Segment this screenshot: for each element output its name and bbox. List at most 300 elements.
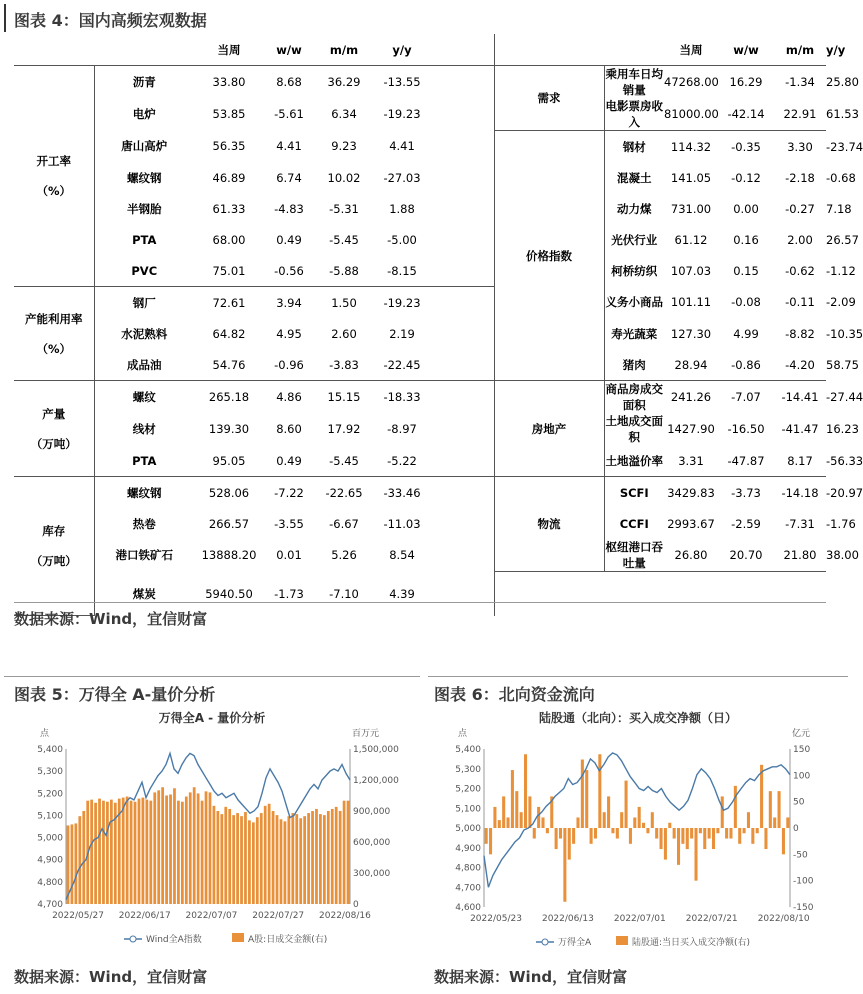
- header-right-2: m/m: [774, 34, 826, 66]
- left-tick-label: 4,900: [455, 843, 481, 854]
- left-tick-label: 5,400: [455, 745, 481, 755]
- cell-value: -3.83: [314, 349, 374, 381]
- x-tick-label: 2022/06/13: [541, 914, 594, 924]
- bar: [507, 817, 510, 828]
- right-category-0: [494, 66, 604, 131]
- bar: [668, 823, 671, 828]
- bar: [181, 802, 184, 904]
- cell-value: 101.11: [670, 295, 712, 310]
- bar: [782, 828, 785, 854]
- bar: [74, 823, 77, 904]
- row-label: 热卷: [132, 516, 156, 531]
- spacer-cell: [430, 572, 494, 616]
- cell-value: 241.26: [670, 390, 712, 404]
- cell-value: 8.17: [774, 445, 826, 477]
- cell-value: 3.94: [276, 295, 302, 310]
- bar: [311, 811, 314, 904]
- cell-value: 21.80: [774, 539, 826, 572]
- bar: [78, 816, 81, 904]
- header-left-0: 当周: [194, 34, 264, 66]
- bar: [655, 828, 658, 839]
- fig4-bottom-rule: [14, 602, 826, 603]
- bar: [773, 817, 776, 828]
- cell-value: 528.06: [208, 485, 250, 500]
- cell-value: 33.80: [212, 75, 246, 89]
- cell-value: 15.15: [327, 390, 361, 404]
- category-label: 产量: [42, 406, 66, 421]
- bar: [559, 828, 562, 839]
- bar: [729, 828, 732, 839]
- left-category-3: [14, 477, 94, 616]
- spacer-cell: [430, 381, 494, 414]
- left-category-0: [14, 66, 94, 287]
- cell-value: 13888.20: [201, 548, 257, 563]
- right-tick-label: 300,000: [353, 869, 391, 879]
- cell-value: 47268.00: [664, 75, 719, 89]
- cell-value: 16.29: [729, 75, 763, 89]
- row-label: 土地溢价率: [604, 445, 664, 477]
- bar: [106, 802, 109, 904]
- bar: [642, 823, 645, 828]
- bar: [220, 814, 223, 904]
- cell-value: -19.23: [383, 107, 421, 122]
- bar: [138, 799, 141, 904]
- row-label: 电影票房收入: [605, 99, 663, 129]
- bar: [576, 817, 579, 828]
- row-label: CCFI: [604, 508, 664, 539]
- cell-value: 61.12: [674, 232, 708, 247]
- row-label: 混凝土: [604, 162, 664, 193]
- right-axis-unit: 百万元: [352, 729, 380, 739]
- bar: [244, 812, 247, 904]
- bar: [142, 798, 145, 904]
- category-label: 价格指数: [526, 248, 572, 263]
- cell-value: 46.89: [212, 170, 246, 185]
- legend-line-marker: [542, 939, 548, 945]
- bar: [747, 812, 750, 828]
- row-label: 义务小商品: [604, 287, 664, 319]
- x-tick-label: 2022/06/17: [118, 911, 171, 921]
- cell-value: 0.00: [733, 201, 759, 216]
- cell-value: 1427.90: [667, 422, 715, 436]
- right-tick-label: 0: [353, 900, 359, 910]
- cell-value: 2.60: [331, 326, 357, 341]
- bar: [611, 828, 614, 833]
- row-label: 港口铁矿石: [115, 548, 173, 563]
- fig5-title: 图表 5：万得全 A-量价分析: [14, 685, 216, 704]
- row-label: 枢纽港口吞吐量: [605, 540, 663, 570]
- bar: [690, 828, 693, 839]
- bar: [524, 754, 527, 828]
- cell-value: 1.88: [389, 201, 415, 216]
- left-tick-label: 4,700: [37, 900, 63, 910]
- bar: [743, 828, 746, 833]
- fig6-top-rule: [428, 676, 848, 677]
- bar: [252, 822, 255, 904]
- cell-value: -4.83: [274, 201, 304, 216]
- bar: [335, 807, 338, 904]
- bar: [760, 765, 763, 828]
- cell-value: 0.15: [733, 263, 759, 278]
- header-right-1: w/w: [718, 34, 774, 66]
- row-label: 螺纹钢: [127, 170, 162, 185]
- left-tick-label: 5,200: [455, 784, 481, 795]
- cell-value: 81000.00: [664, 98, 718, 131]
- x-tick-label: 2022/07/27: [252, 911, 305, 921]
- cell-value: 4.41: [276, 139, 302, 154]
- bar: [699, 828, 702, 833]
- cell-value: -7.22: [274, 485, 304, 500]
- bar: [82, 811, 85, 904]
- cell-value: 4.39: [389, 586, 415, 601]
- bar: [98, 799, 101, 904]
- cell-value: -7.31: [785, 516, 815, 531]
- cell-value: 54.76: [194, 349, 264, 381]
- header-left-2: m/m: [314, 34, 374, 66]
- legend-line-label: Wind全A指数: [146, 935, 202, 945]
- header-blank-item-r: [604, 34, 664, 66]
- row-label: PTA: [132, 232, 157, 247]
- bar: [149, 801, 152, 904]
- fig6-chart: [428, 704, 848, 956]
- bar: [607, 796, 610, 828]
- category-label: 开工率: [36, 154, 71, 168]
- bar: [260, 813, 263, 904]
- spacer-cell: [430, 193, 494, 224]
- left-tick-label: 5,200: [37, 789, 63, 800]
- fig4-source: 数据来源：Wind，宜信财富: [14, 610, 208, 628]
- bar: [751, 828, 754, 844]
- row-label: 煤炭: [132, 586, 156, 601]
- bar: [315, 809, 318, 904]
- spacer-cell: [430, 539, 494, 572]
- row-label: 商品房成交面积: [605, 382, 663, 412]
- spacer-cell: [430, 66, 494, 99]
- cell-value: -0.62: [785, 263, 815, 278]
- cell-value: 36.29: [327, 75, 361, 89]
- x-tick-label: 2022/07/07: [185, 911, 238, 921]
- bar: [498, 820, 501, 828]
- bar: [339, 811, 342, 904]
- bar: [555, 828, 558, 849]
- bar: [134, 802, 137, 904]
- cell-value: 139.30: [208, 422, 250, 436]
- bar: [568, 828, 571, 860]
- row-label: 唐山高炉: [121, 139, 168, 154]
- left-tick-label: 5,100: [37, 811, 63, 822]
- bar: [307, 813, 310, 904]
- cell-value: -7.10: [329, 586, 359, 601]
- cell-value: -14.41: [781, 390, 819, 404]
- right-tick-label: 900,000: [353, 807, 391, 817]
- spacer-cell: [430, 318, 494, 349]
- row-label: 螺纹钢: [127, 485, 162, 500]
- bar: [169, 794, 172, 904]
- bar: [343, 801, 346, 904]
- cell-value: -2.59: [731, 516, 761, 531]
- category-label: 需求: [537, 91, 561, 105]
- cell-value: 64.82: [212, 326, 246, 341]
- bar: [327, 811, 330, 904]
- cell-value: -11.03: [383, 516, 421, 531]
- cell-value: -13.55: [383, 75, 421, 89]
- bar: [694, 828, 697, 881]
- left-axis-unit: 点: [40, 729, 50, 739]
- bar: [197, 793, 200, 904]
- header-right-0: 当周: [664, 34, 718, 66]
- legend-line-label: 万得全A: [558, 938, 592, 948]
- cell-value: -18.33: [383, 390, 421, 404]
- legend-line-marker: [130, 936, 136, 942]
- cell-value: -0.56: [264, 255, 314, 287]
- cell-value: 3429.83: [667, 485, 715, 500]
- x-tick-label: 2022/05/23: [470, 914, 522, 924]
- category-label: 房地产: [531, 421, 567, 436]
- cell-value: 141.05: [670, 170, 712, 185]
- bar: [268, 804, 271, 904]
- right-tick-label: -150: [793, 903, 814, 913]
- bar: [594, 828, 597, 839]
- left-tick-label: 4,900: [37, 855, 63, 866]
- cell-value: 8.54: [389, 548, 415, 563]
- bar: [295, 814, 298, 904]
- header-blank-cat-r: [494, 34, 604, 66]
- left-category-1: [14, 287, 94, 381]
- bar: [738, 828, 741, 844]
- bar: [90, 800, 93, 904]
- spacer-cell: [430, 287, 494, 319]
- cell-value: -33.46: [383, 485, 421, 500]
- cell-value: -5.00: [387, 232, 417, 247]
- bar: [651, 812, 654, 828]
- cell-value: 3.31: [664, 445, 718, 477]
- cell-value: 0.01: [276, 548, 302, 563]
- cell-value: 72.61: [212, 295, 246, 310]
- cell-value: 5.26: [331, 548, 357, 563]
- bar: [537, 807, 540, 828]
- left-category-2: [14, 381, 94, 477]
- cell-value: 3.30: [787, 139, 813, 154]
- fig5-top-rule: [4, 676, 420, 677]
- left-tick-label: 5,400: [37, 745, 63, 755]
- cell-value: -8.15: [374, 255, 430, 287]
- bar: [213, 806, 216, 904]
- cell-value: 53.85: [212, 107, 246, 122]
- cell-value: -0.35: [731, 139, 761, 154]
- bar: [572, 828, 575, 844]
- cell-value: 95.05: [194, 445, 264, 477]
- bar: [786, 817, 789, 828]
- bar: [598, 754, 601, 828]
- bar: [161, 787, 164, 904]
- cell-value: -5.45: [329, 232, 359, 247]
- spacer-cell: [430, 162, 494, 193]
- bar: [94, 803, 97, 904]
- right-tick-label: 50: [793, 797, 805, 808]
- bar: [291, 813, 294, 904]
- bar: [347, 801, 350, 904]
- right-axis-unit: 亿元: [792, 729, 811, 739]
- bar: [703, 828, 706, 849]
- bar: [646, 828, 649, 833]
- cell-value: -0.96: [264, 349, 314, 381]
- bar: [236, 813, 239, 904]
- bar: [276, 815, 279, 904]
- row-label: 柯桥纺织: [604, 255, 664, 287]
- cell-value: 6.74: [276, 170, 302, 185]
- cell-value: 61.33: [212, 201, 246, 216]
- left-tick-label: 4,800: [37, 877, 63, 888]
- bar: [541, 817, 544, 828]
- row-label: 寿光蔬菜: [604, 318, 664, 349]
- bar: [153, 792, 156, 904]
- bar: [769, 791, 772, 828]
- right-tick-label: 600,000: [353, 838, 391, 848]
- right-category-3: [494, 477, 604, 572]
- spacer-cell: [430, 224, 494, 255]
- x-tick-label: 2022/07/01: [613, 914, 666, 924]
- left-tick-label: 5,100: [455, 804, 481, 815]
- cell-value: 8.68: [276, 75, 302, 89]
- bar: [712, 828, 715, 849]
- cell-value: -0.27: [785, 201, 815, 216]
- right-tick-label: 100: [793, 771, 811, 782]
- x-tick-label: 2022/08/16: [319, 911, 371, 921]
- bar: [71, 824, 74, 904]
- row-label: 电炉: [132, 107, 156, 122]
- cell-value: 265.18: [208, 390, 250, 404]
- cell-value: 4.86: [276, 390, 302, 404]
- right-category-2: [494, 381, 604, 477]
- cell-value: -14.18: [781, 485, 819, 500]
- bar: [157, 790, 160, 904]
- row-label: 沥青: [132, 75, 156, 89]
- bar: [272, 811, 275, 904]
- bar: [145, 800, 148, 904]
- row-label: 成品油: [94, 349, 194, 381]
- cell-value: -5.31: [329, 201, 359, 216]
- bar: [528, 796, 531, 828]
- spacer-cell: [430, 413, 494, 445]
- right-tick-label: -100: [793, 876, 814, 887]
- cell-value: -6.67: [329, 516, 359, 531]
- bar: [721, 796, 724, 828]
- spacer-cell: [430, 445, 494, 477]
- bar: [303, 816, 306, 904]
- bar: [224, 807, 227, 904]
- bar: [681, 828, 684, 844]
- category-unit: （万吨）: [30, 554, 77, 568]
- spacer-cell: [430, 255, 494, 287]
- right-tick-label: 1,500,000: [353, 745, 399, 755]
- bar: [165, 796, 168, 905]
- bar: [130, 801, 133, 904]
- right-tick-label: 0: [793, 824, 799, 834]
- cell-value: 17.92: [327, 422, 361, 436]
- bar: [502, 796, 505, 828]
- bar: [193, 787, 196, 904]
- bar: [734, 786, 737, 828]
- cell-value: -47.87: [718, 445, 774, 477]
- cell-value: -42.14: [718, 98, 774, 131]
- legend-bar-label: A股:日成交金额(右): [248, 935, 328, 945]
- row-label: 钢材: [604, 131, 664, 163]
- header-blank-cat: [14, 34, 94, 66]
- bar: [520, 812, 523, 828]
- chart-title: 陆股通（北向）：买入成交净额（日）: [538, 711, 738, 725]
- cell-value: 26.80: [664, 539, 718, 572]
- cell-value: -2.18: [785, 170, 815, 185]
- category-unit: （万吨）: [30, 436, 77, 451]
- cell-value: 266.57: [208, 516, 250, 531]
- cell-value: -16.50: [727, 422, 765, 436]
- bar: [778, 791, 781, 828]
- cell-value: 8.60: [276, 422, 302, 436]
- row-label: 螺纹: [132, 390, 156, 404]
- bar: [264, 806, 267, 904]
- row-label: 动力煤: [604, 193, 664, 224]
- bar: [563, 828, 566, 902]
- cell-value: 6.34: [331, 107, 357, 122]
- left-tick-label: 5,000: [37, 833, 63, 844]
- bar: [177, 801, 180, 904]
- header-blank-pad: [430, 34, 494, 66]
- cell-value: 68.00: [212, 232, 246, 247]
- cell-value: 22.91: [774, 98, 826, 131]
- bar: [616, 828, 619, 839]
- bar: [102, 801, 105, 904]
- cell-value: -7.07: [731, 390, 761, 404]
- bar: [664, 828, 667, 860]
- bar: [673, 828, 676, 839]
- cell-value: 0.49: [276, 232, 302, 247]
- bar: [232, 815, 235, 904]
- cell-value: -22.65: [325, 485, 363, 500]
- cell-value: 4.95: [276, 326, 302, 341]
- bar: [122, 798, 125, 904]
- bar: [228, 809, 231, 904]
- cell-value: -3.73: [731, 485, 761, 500]
- cell-value: 0.16: [733, 232, 759, 247]
- chart-title: 万得全A - 量价分析: [158, 711, 266, 725]
- bar: [173, 788, 176, 904]
- row-label: 光伏行业: [604, 224, 664, 255]
- row-label: 半钢胎: [127, 201, 162, 216]
- left-tick-label: 4,800: [455, 863, 481, 874]
- bar: [216, 811, 219, 904]
- cell-value: 114.32: [670, 139, 712, 154]
- left-tick-label: 4,600: [455, 903, 481, 913]
- bar: [708, 828, 711, 839]
- row-label: 乘用车日均销量: [605, 67, 663, 97]
- cell-value: 56.35: [212, 139, 246, 154]
- left-tick-label: 5,000: [455, 824, 481, 834]
- cell-value: 4.99: [733, 326, 759, 341]
- cell-value: 1.50: [331, 295, 357, 310]
- bar: [533, 828, 536, 839]
- fig5-source: 数据来源：Wind，宜信财富: [14, 968, 208, 986]
- bar: [638, 807, 641, 828]
- cell-value: -0.11: [785, 295, 815, 310]
- cell-value: -8.97: [387, 422, 417, 436]
- cell-value: -0.86: [718, 349, 774, 381]
- bar: [515, 791, 518, 828]
- cell-value: -5.88: [314, 255, 374, 287]
- bar: [110, 800, 113, 904]
- category-unit: （%）: [36, 184, 72, 198]
- right-tick-label: 150: [793, 745, 811, 755]
- cell-value: 2993.67: [667, 516, 715, 531]
